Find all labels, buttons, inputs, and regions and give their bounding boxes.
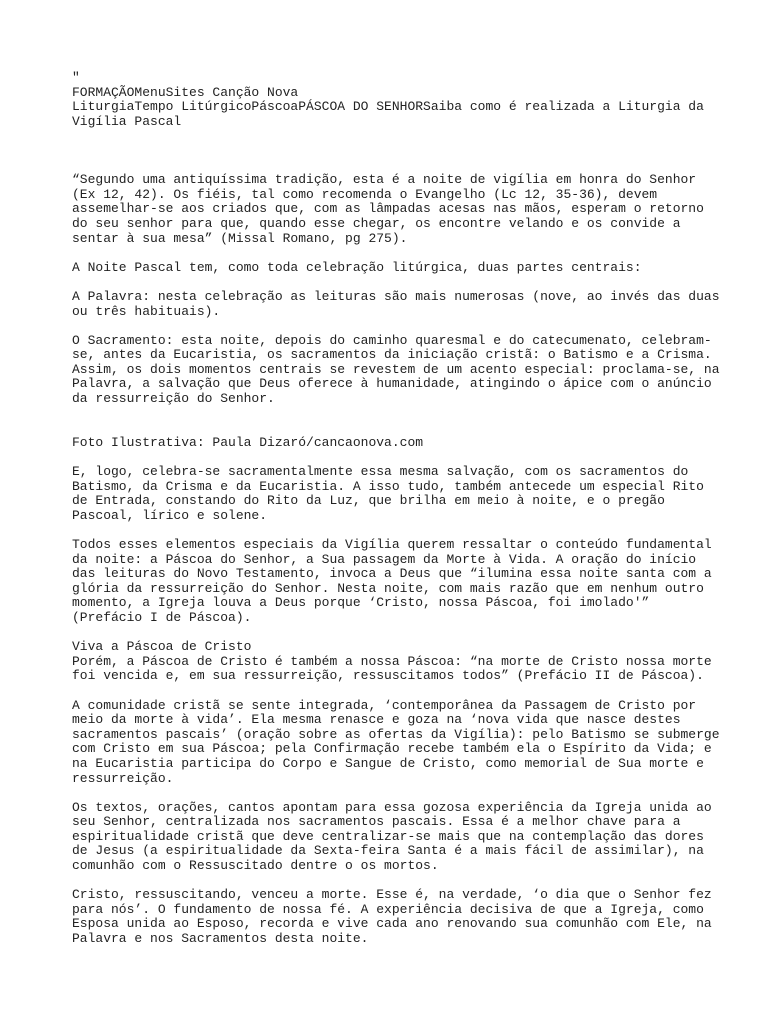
text-line: Todos esses elementos especiais da Vigília querem ressaltar o conteúdo fundamental [72, 537, 712, 552]
section-viva-pascoa [72, 639, 720, 947]
body-paragraphs [72, 465, 712, 626]
paragraph [72, 173, 712, 246]
text-line: Palavra e nos Sacramentos desta noite. [72, 931, 369, 947]
text-line: O Sacramento: esta noite, depois do caminho quaresmal e do catecumenato, celebram- [72, 332, 712, 348]
text-line: da ressurreição do Senhor. [72, 391, 275, 407]
paragraph [72, 888, 712, 946]
text-line: “Segundo uma antiquíssima tradição, esta é a noite de vigília em honra do Senhor [72, 172, 697, 188]
paragraph [72, 261, 712, 276]
spacer [72, 159, 712, 174]
paragraph [72, 538, 712, 626]
text-line: de Jesus (a espiritualidade da Sexta-feira Santa é a mais fácil de assimilar), na [72, 843, 704, 859]
text-line: das leituras do Novo Testamento, invoca a Deus que “ilumina essa noite santa com a [72, 566, 712, 582]
text-line: ou três habituais). [72, 303, 221, 319]
text-line: Pascoal, lírico e solene. [72, 507, 268, 523]
text-line: com Cristo em sua Páscoa; pela Confirmação recebe também ela o Espírito da Vida; e [72, 741, 712, 757]
text-line: Porém, a Páscoa de Cristo é também a nossa Páscoa: “na morte de Cristo nossa morte [72, 653, 712, 669]
text-line: ressurreição. [72, 770, 174, 786]
text-line: foi vencida e, em sua ressurreição, ressuscitamos todos” (Prefácio II de Páscoa). [72, 668, 704, 684]
text-line: na Eucaristia participa do Corpo e Sangue de Cristo, como memorial de Sua morte e [72, 755, 704, 771]
paragraph [72, 288, 720, 319]
text-line: A Palavra: nesta celebração as leituras são mais numerosas (nove, ao invés das duas [72, 288, 720, 304]
text-line: momento, a Igreja louva a Deus porque ‘Cristo, nossa Páscoa, foi imolado'” [72, 595, 650, 611]
text-line: espiritualidade cristã que deve centralizar-se mais que na contemplação das dores [72, 828, 704, 844]
text-line: meio da morte à vida’. Ela mesma renasce e goza na ‘nova vida que nasce destes [72, 712, 681, 728]
breadcrumb-line: FORMAÇÃOMenuSites Canção Nova [72, 84, 299, 100]
text-line: sentar à sua mesa” (Missal Romano, pg 275). [72, 230, 408, 246]
spacer [72, 129, 712, 158]
text-line: da noite: a Páscoa do Senhor, a Sua passagem da Morte à Vida. A oração do início [72, 551, 697, 567]
section-heading: Viva a Páscoa de Cristo [72, 639, 252, 655]
text-line: de Entrada, constando do Rito da Luz, que brilha em meio à noite, e o pregão [72, 493, 665, 509]
paragraph [72, 655, 712, 684]
document-header [72, 71, 712, 129]
text-line: Esposa unida ao Esposo, recorda e vive cada ano renovando sua comunhão com Ele, na [72, 916, 712, 932]
breadcrumb-line: LiturgiaTempo LitúrgicoPáscoaPÁSCOA DO SENHORSaiba como é realizada a Liturgia da [72, 99, 704, 115]
photo-credit-text: Foto Ilustrativa: Paula Dizaró/cancaonova.com [72, 434, 424, 450]
text-line: Batismo, da Crisma e da Eucaristia. A isso tudo, também antecede um especial Rito [72, 478, 704, 494]
text-line: do seu senhor para que, quando esse chegar, os encontre velando e os convide a [72, 215, 681, 231]
paragraph [72, 801, 712, 874]
paragraph [72, 697, 720, 787]
breadcrumb-line: Vigília Pascal [72, 113, 182, 129]
paragraph [72, 332, 720, 407]
text-line: se, antes da Eucaristia, os sacramentos da iniciação cristã: o Batismo e a Crisma. [72, 347, 712, 363]
intro-paragraphs [72, 172, 720, 407]
text-line: (Prefácio I de Páscoa). [72, 609, 252, 625]
photo-credit [72, 436, 712, 451]
text-line: sacramentos pascais’ (oração sobre as ofertas da Vigília): pelo Batismo se submerge [72, 726, 720, 742]
text-line: seu Senhor, centralizada nos sacramentos pascais. Essa é a melhor chave para a [72, 814, 681, 830]
spacer [72, 421, 712, 436]
text-line: A comunidade cristã se sente integrada, ‘contemporânea da Passagem de Cristo por [72, 697, 697, 713]
text-line: assemelhar-se aos criados que, com as lâmpadas acesas nas mãos, esperam o retorno [72, 201, 704, 217]
text-line: Palavra, a salvação que Deus oferece à humanidade, atingindo o ápice com o anúncio [72, 376, 712, 392]
text-line: Assim, os dois momentos centrais se revestem de um acento especial: proclama-se, na [72, 361, 720, 377]
text-line: para nós’. O fundamento de nossa fé. A experiência decisiva de que a Igreja, como [72, 901, 704, 917]
text-line: (Ex 12, 42). Os fiéis, tal como recomenda o Evangelho (Lc 12, 35-36), devem [72, 186, 658, 202]
paragraph [72, 465, 712, 523]
document-page [72, 70, 720, 961]
text-line: comunhão com o Ressuscitado dentre o os mortos. [72, 858, 439, 874]
text-line: A Noite Pascal tem, como toda celebração litúrgica, duas partes centrais: [72, 259, 642, 275]
text-line: E, logo, celebra-se sacramentalmente essa mesma salvação, com os sacramentos do [72, 464, 689, 480]
quote-mark: " [72, 70, 80, 85]
text-line: Os textos, orações, cantos apontam para essa gozosa experiência da Igreja unida ao [72, 799, 712, 815]
text-line: Cristo, ressuscitando, venceu a morte. Esse é, na verdade, ‘o dia que o Senhor fez [72, 887, 712, 903]
text-line: glória da ressurreição do Senhor. Nesta noite, com mais razão que em nenhum outro [72, 580, 704, 596]
